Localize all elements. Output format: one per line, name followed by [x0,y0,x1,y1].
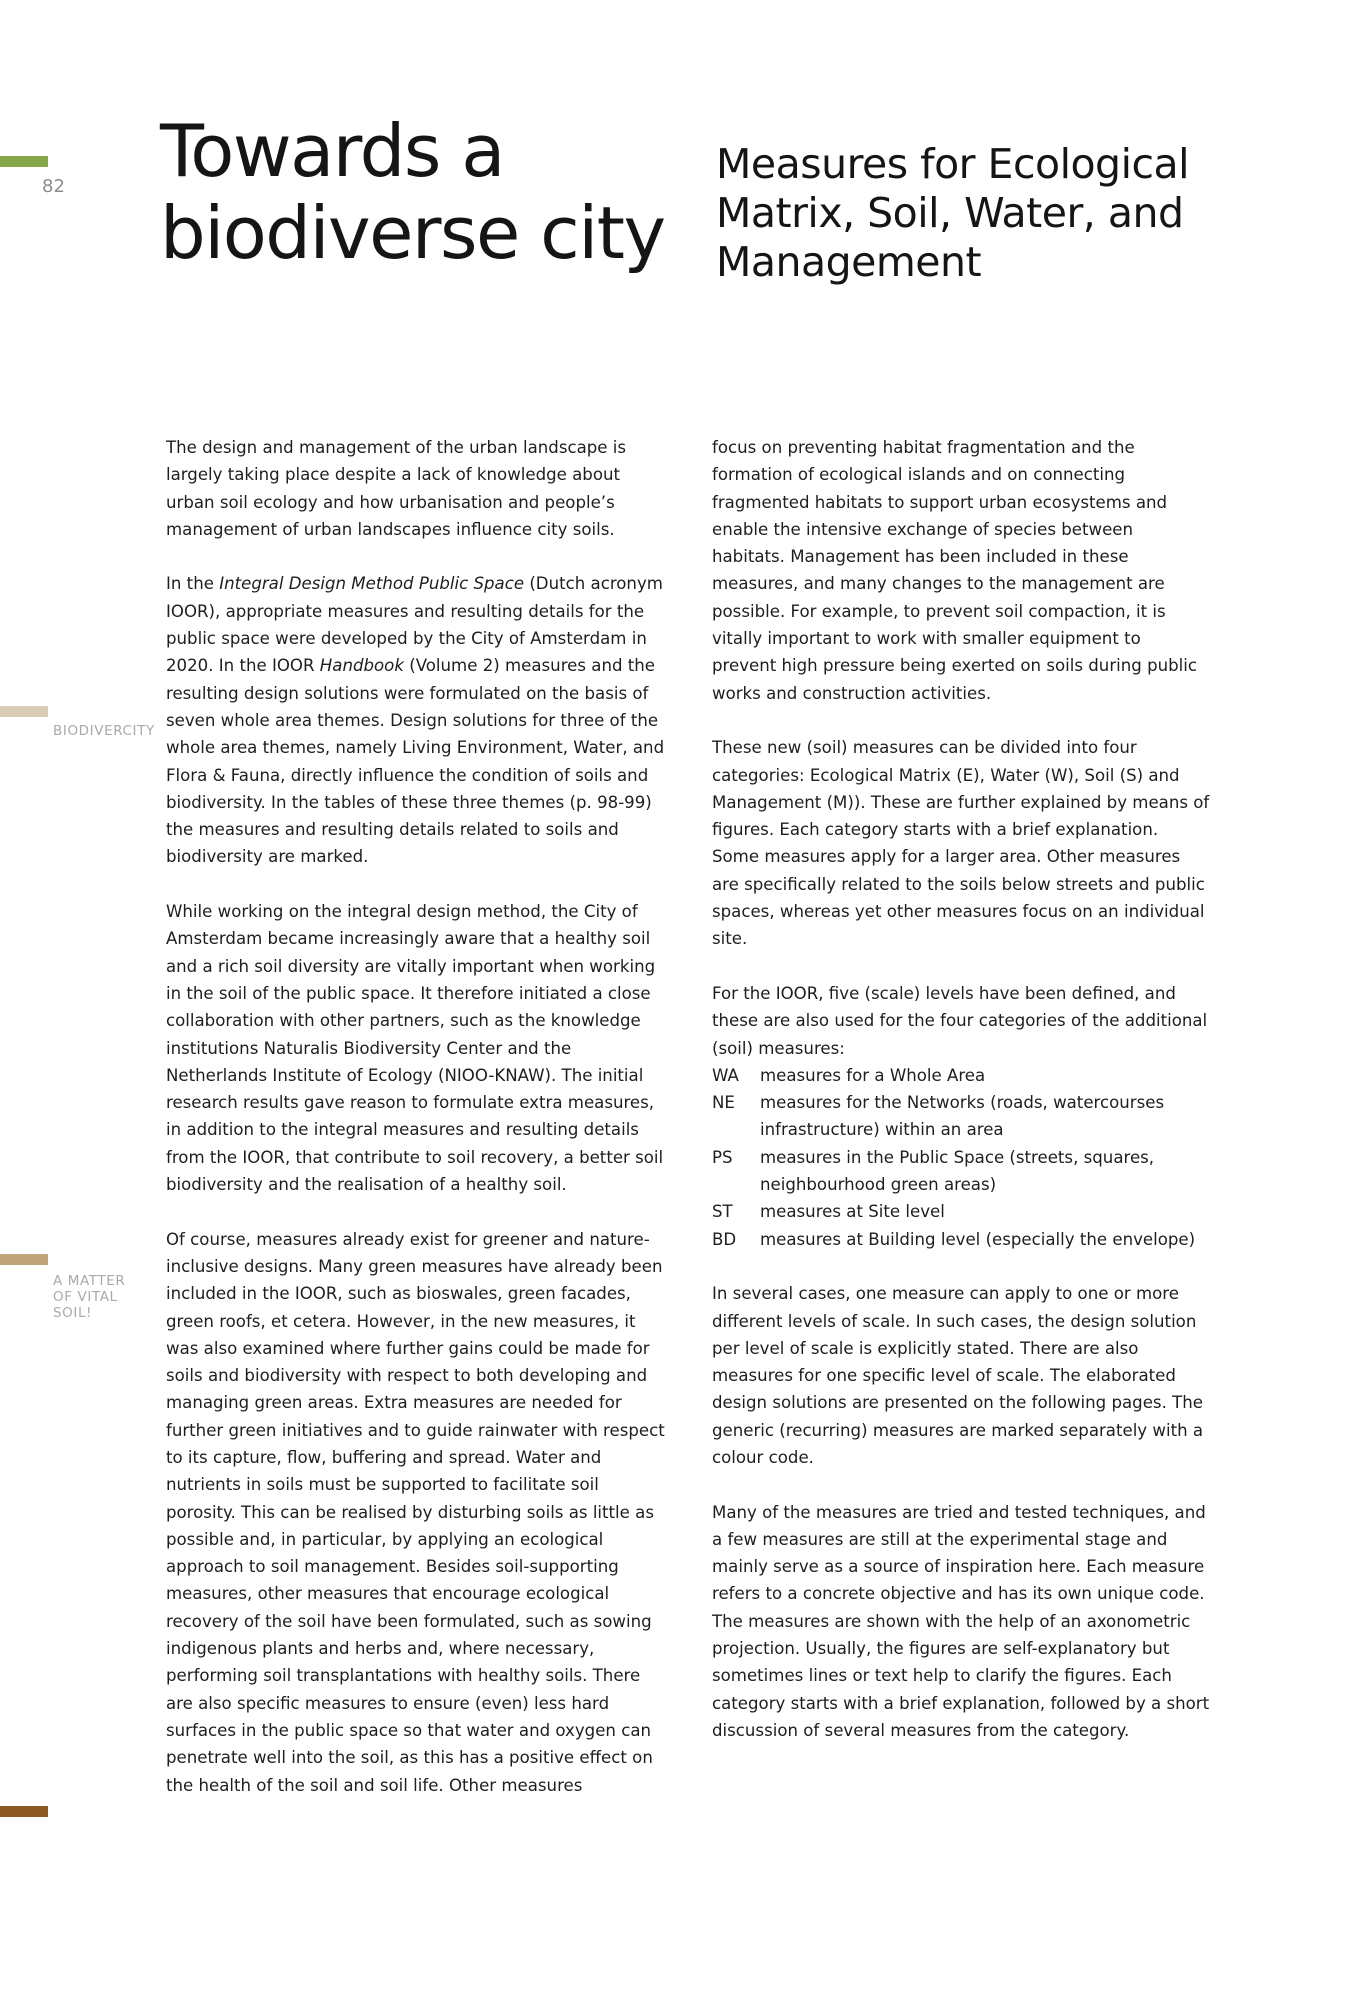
left-text-column [166,434,666,1799]
scale-level-list [712,1062,1210,1253]
scale-level-item [712,1198,1210,1225]
scale-level-code: NE [712,1093,735,1113]
right-paragraph-2: These new (soil) measures can be divided into four categories: Ecological Matrix (E), Water (W), Soil (S) and Management (M)). These are further explained by means of figures. Each category starts with a brief explanation. Some measures apply for a larger area. Other measures are specifically related to the soils below streets and public spaces, whereas yet other measures focus on an individual site. [712,738,1210,949]
accent-bar-bottom [0,1806,48,1817]
section-label: BIODIVERCITY [53,723,155,739]
left-paragraph-4: Of course, measures already exist for greener and nature-inclusive designs. Many green measures have already been included in the IOOR, such as bioswales, green facades, green roofs, et cetera. However, in the new measures, it was also examined where further gains could be made for soils and biodiversity with respect to both developing and managing green areas. Extra measures are needed for further green initiatives and to guide rainwater with respect to its capture, flow, buffering and spread. Water and nutrients in soils must be supported to facilitate soil porosity. This can be realised by disturbing soils as little as possible and, in particular, by applying an ecological approach to soil management. Besides soil-supporting measures, other measures that encourage ecological recovery of the soil have been formulated, such as sowing indigenous plants and herbs and, where necessary, performing soil transplantations with healthy soils. There are also specific measures to ensure (even) less hard surfaces in the public space so that water and oxygen can penetrate well into the soil, as this has a positive effect on the health of the soil and soil life. Other measures [166,1229,665,1795]
right-paragraph-5: Many of the measures are tried and tested techniques, and a few measures are still at the experimental stage and mainly serve as a source of inspiration here. Each measure refers to a concrete objective and has its own unique code. The measures are shown with the help of an axonometric projection. Usually, the figures are self-explanatory but sometimes lines or text help to clarify the figures. Each category starts with a brief explanation, followed by a short discussion of several measures from the category. [712,1502,1210,1740]
right-paragraph-4: In several cases, one measure can apply to one or more different levels of scale. In such cases, the design solution per level of scale is explicitly stated. There are also measures for one specific level of scale. The elaborated design solutions are presented on the following pages. The generic (recurring) measures are marked separately with a colour code. [712,1284,1204,1467]
right-text-column [712,434,1210,1744]
scale-level-code: BD [712,1229,737,1249]
scale-level-item [712,1089,1210,1144]
left-paragraph-2-italic-method: Integral Design Method Public Space [219,574,525,594]
scale-level-code: PS [712,1147,733,1167]
scale-level-code: ST [712,1202,733,1222]
accent-bar-top [0,156,48,167]
left-paragraph-2-text-a: In the [166,574,220,594]
page-title-line-2: biodiverse city [160,191,665,275]
accent-bar-chapter [0,1254,48,1265]
page-subtitle-line-2: Matrix, Soil, Water, and [716,189,1184,237]
left-paragraph-2 [166,570,666,870]
page-number: 82 [42,176,65,197]
accent-bar-section [0,706,48,717]
page-subtitle [716,140,1276,287]
scale-level-description: measures in the Public Space (streets, squares, neighbourhood green areas) [760,1147,1155,1195]
scale-level-description: measures for the Networks (roads, watercourses infrastructure) within an area [760,1093,1165,1140]
left-paragraph-1: The design and management of the urban landscape is largely taking place despite a lack of knowledge about urban soil ecology and how urbanisation and people’s management of urban landscapes influence city soils. [166,438,627,539]
scale-level-item [712,1062,1210,1089]
left-paragraph-2-italic-handbook: Handbook [319,656,404,676]
page-subtitle-line-1: Measures for Ecological [716,140,1190,188]
page-subtitle-line-3: Management [716,238,982,286]
chapter-label: A MATTER OF VITAL SOIL! [53,1273,126,1321]
scale-level-description: measures at Site level [760,1202,945,1222]
page-title [160,110,720,274]
left-paragraph-3: While working on the integral design method, the City of Amsterdam became increasingly aware that a healthy soil and a rich soil diversity are vitally important when working in the soil of the public space. It therefore initiated a close collaboration with other partners, such as the knowledge institutions Naturalis Biodiversity Center and the Netherlands Institute of Ecology (NIOO-KNAW). The initial research results gave reason to formulate extra measures, in addition to the integral measures and resulting details from the IOOR, that contribute to soil recovery, a better soil biodiversity and the realisation of a healthy soil. [166,902,664,1195]
scale-level-description: measures for a Whole Area [760,1065,986,1085]
scale-level-code: WA [712,1065,739,1085]
left-paragraph-2-text-b: (Dutch acronym IOOR), appropriate measures and resulting details for the public space were developed by the City of Amsterdam in 2020. In the IOOR [166,574,663,676]
right-paragraph-3: For the IOOR, five (scale) levels have been defined, and these are also used for the four categories of the additional (soil) measures: [712,983,1208,1058]
scale-level-description: measures at Building level (especially the envelope) [760,1229,1196,1249]
scale-level-item [712,1144,1210,1199]
right-paragraph-1: focus on preventing habitat fragmentation and the formation of ecological islands and on connecting fragmented habitats to support urban ecosystems and enable the intensive exchange of species between habitats. Management has been included in these measures, and many changes to the management are possible. For example, to prevent soil compaction, it is vitally important to work with smaller equipment to prevent high pressure being exerted on soils during public works and construction activities. [712,438,1198,703]
scale-level-item [712,1226,1210,1253]
page-title-line-1: Towards a [160,109,504,193]
left-paragraph-2-text-c: (Volume 2) measures and the resulting design solutions were formulated on the basis of seven whole area themes. Design solutions for three of the whole area themes, namely Living Environment, Water, and Flora & Fauna, directly influence the condition of soils and biodiversity. In the tables of these three themes (p. 98-99) the measures and resulting details related to soils and biodiversity are marked. [166,656,665,867]
